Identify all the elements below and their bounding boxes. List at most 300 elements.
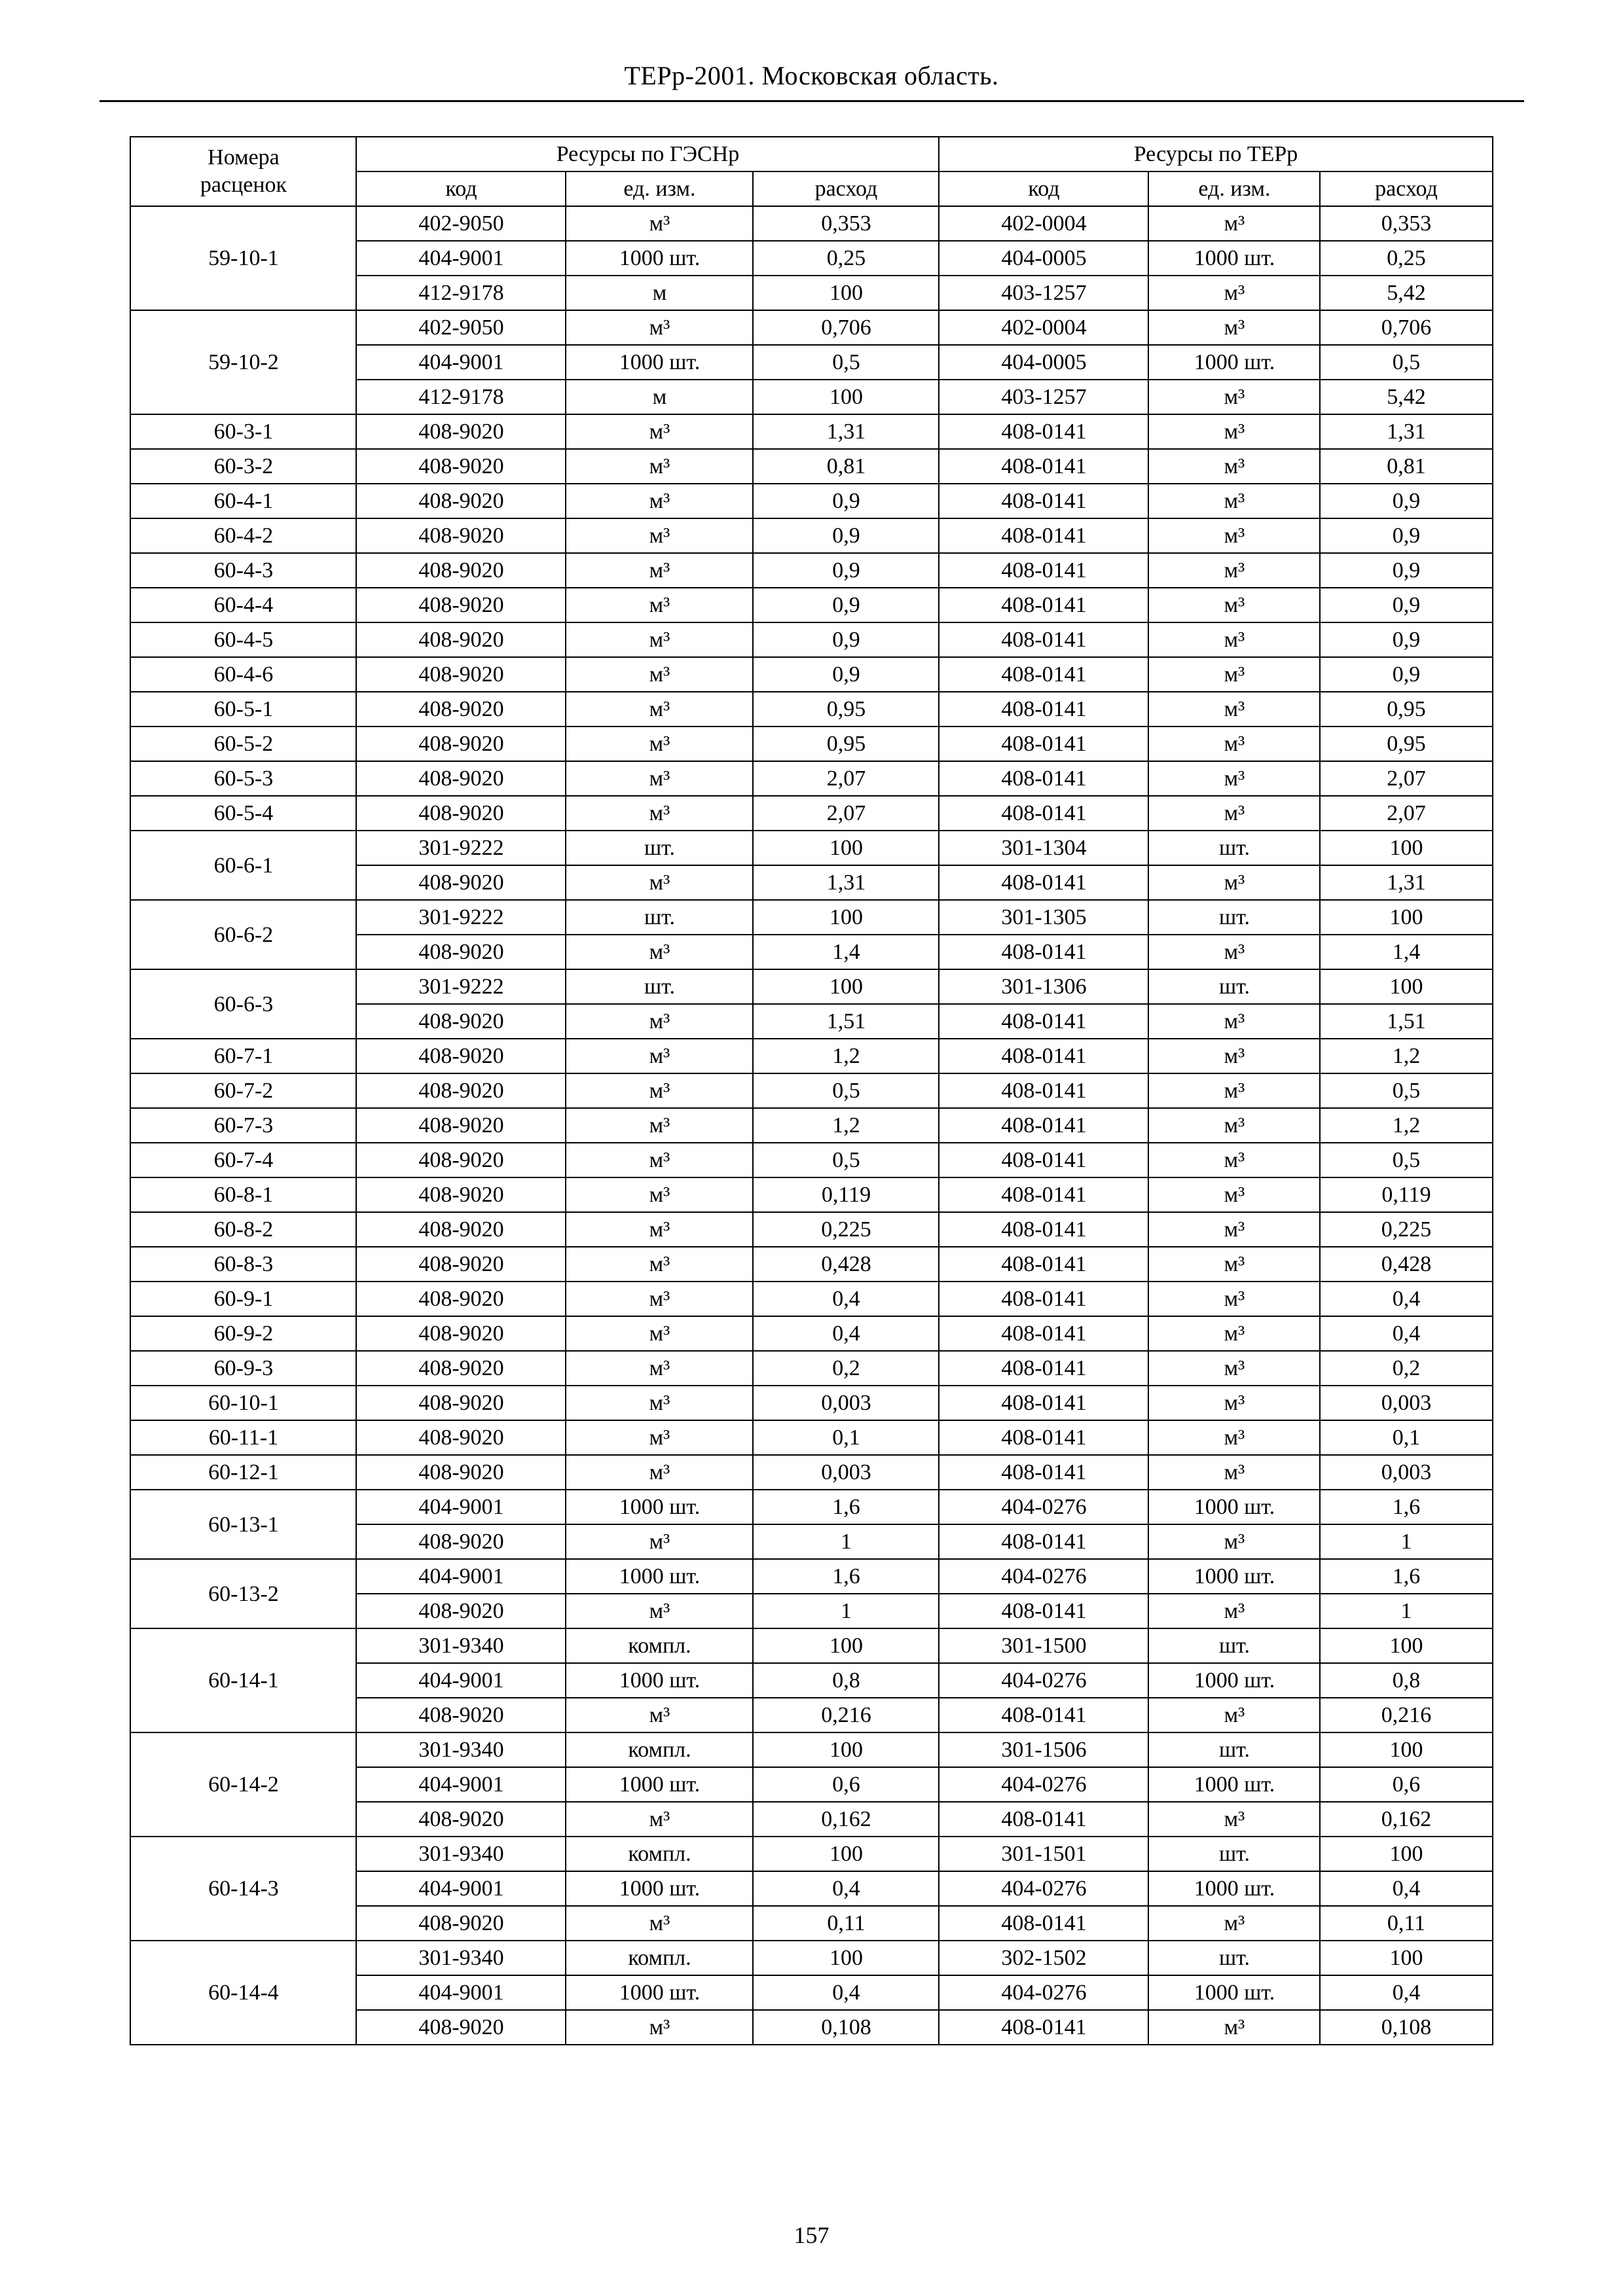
gesn-code-cell: 408-9020 [356,553,566,588]
gesn-unit-cell: м³ [566,414,753,449]
table-row [130,657,1492,692]
gesn-code-cell: 408-9020 [356,622,566,657]
terr-unit-cell: м³ [1148,1420,1320,1455]
table-row [130,1282,1492,1316]
table-row [130,692,1492,726]
rate-number-cell: 60-5-4 [130,796,356,831]
table-row [130,1039,1492,1073]
terr-code-cell: 404-0276 [939,1559,1148,1594]
terr-unit-cell: м³ [1148,1108,1320,1143]
table-row [130,1073,1492,1108]
terr-unit-cell: шт. [1148,1732,1320,1767]
gesn-consumption-cell: 100 [753,900,939,935]
terr-unit-cell: 1000 шт. [1148,1767,1320,1802]
terr-code-cell: 408-0141 [939,1594,1148,1628]
table-row [130,310,1492,345]
table-row [130,969,1492,1004]
terr-code-cell: 301-1305 [939,900,1148,935]
terr-code-cell: 408-0141 [939,1108,1148,1143]
gesn-unit-cell: м³ [566,1698,753,1732]
table-row [130,1490,1492,1524]
terr-code-cell: 408-0141 [939,1524,1148,1559]
gesn-unit-cell: м³ [566,1073,753,1108]
gesn-unit-cell: 1000 шт. [566,1975,753,2010]
terr-consumption-cell: 0,4 [1320,1975,1492,2010]
terr-code-cell: 404-0276 [939,1871,1148,1906]
table-row [130,1386,1492,1420]
terr-consumption-cell: 0,9 [1320,622,1492,657]
table-row [130,518,1492,553]
gesn-unit-cell: м³ [566,553,753,588]
gesn-unit-cell: м³ [566,761,753,796]
table-row [130,831,1492,865]
gesn-consumption-cell: 0,9 [753,484,939,518]
terr-code-cell: 408-0141 [939,1073,1148,1108]
gesn-unit-cell: шт. [566,831,753,865]
rate-number-cell: 60-5-3 [130,761,356,796]
terr-unit-cell: м³ [1148,310,1320,345]
gesn-consumption-cell: 0,1 [753,1420,939,1455]
terr-code-cell: 408-0141 [939,1455,1148,1490]
table-row [130,1247,1492,1282]
gesn-code-cell: 408-9020 [356,692,566,726]
gesn-code-cell: 402-9050 [356,310,566,345]
gesn-unit-cell: м³ [566,1386,753,1420]
gesn-consumption-cell: 100 [753,276,939,310]
terr-consumption-cell: 100 [1320,831,1492,865]
gesn-unit-cell: м³ [566,1594,753,1628]
gesn-unit-cell: м³ [566,657,753,692]
col-header-rate-numbers [130,137,356,206]
gesn-unit-cell: 1000 шт. [566,1663,753,1698]
table-row [130,449,1492,484]
gesn-unit-cell: м³ [566,692,753,726]
terr-unit-cell: м³ [1148,588,1320,622]
terr-code-cell: 408-0141 [939,692,1148,726]
terr-consumption-cell: 0,9 [1320,553,1492,588]
gesn-code-cell: 408-9020 [356,1108,566,1143]
gesn-code-cell: 408-9020 [356,2010,566,2045]
terr-unit-cell: шт. [1148,969,1320,1004]
gesn-code-cell: 408-9020 [356,1177,566,1212]
terr-consumption-cell: 100 [1320,1941,1492,1975]
gesn-unit-cell: 1000 шт. [566,345,753,380]
gesn-unit-cell: м³ [566,1039,753,1073]
gesn-code-cell: 408-9020 [356,588,566,622]
rate-number-cell: 60-14-3 [130,1837,356,1941]
terr-unit-cell: м³ [1148,1386,1320,1420]
terr-consumption-cell: 0,003 [1320,1455,1492,1490]
terr-unit-cell: м³ [1148,206,1320,241]
terr-unit-cell: м³ [1148,935,1320,969]
terr-consumption-cell: 0,162 [1320,1802,1492,1837]
terr-code-cell: 404-0005 [939,345,1148,380]
rate-number-cell: 60-6-1 [130,831,356,900]
gesn-unit-cell: м³ [566,1455,753,1490]
gesn-consumption-cell: 1,2 [753,1039,939,1073]
terr-code-cell: 408-0141 [939,1316,1148,1351]
terr-consumption-cell: 0,003 [1320,1386,1492,1420]
gesn-unit-cell: м³ [566,588,753,622]
terr-unit-cell: 1000 шт. [1148,241,1320,276]
terr-consumption-cell: 0,108 [1320,2010,1492,2045]
terr-consumption-cell: 0,5 [1320,1143,1492,1177]
table-row [130,796,1492,831]
rate-number-cell: 59-10-2 [130,310,356,414]
header-rule [100,100,1524,102]
gesn-code-cell: 301-9340 [356,1628,566,1663]
terr-consumption-cell: 0,5 [1320,1073,1492,1108]
gesn-unit-cell: м³ [566,518,753,553]
gesn-unit-cell: м³ [566,449,753,484]
terr-consumption-cell: 0,6 [1320,1767,1492,1802]
table-header-row-groups [130,137,1492,171]
terr-consumption-cell: 0,11 [1320,1906,1492,1941]
terr-code-cell: 408-0141 [939,1247,1148,1282]
gesn-code-cell: 404-9001 [356,1490,566,1524]
table-row [130,900,1492,935]
terr-consumption-cell: 0,216 [1320,1698,1492,1732]
terr-code-cell: 408-0141 [939,2010,1148,2045]
col-header-gesn-consumption: расход [753,171,939,206]
terr-unit-cell: м³ [1148,414,1320,449]
gesn-consumption-cell: 0,81 [753,449,939,484]
terr-unit-cell: м³ [1148,449,1320,484]
gesn-code-cell: 408-9020 [356,1282,566,1316]
gesn-consumption-cell: 1,2 [753,1108,939,1143]
terr-consumption-cell: 1,6 [1320,1559,1492,1594]
col-header-terr-code: код [939,171,1148,206]
gesn-unit-cell: м³ [566,1420,753,1455]
page-number: 157 [793,2222,830,2248]
col-header-rate-numbers-label: Номера расценок [200,145,287,197]
terr-consumption-cell: 100 [1320,1837,1492,1871]
terr-unit-cell: 1000 шт. [1148,1871,1320,1906]
terr-code-cell: 408-0141 [939,622,1148,657]
terr-unit-cell: м³ [1148,1212,1320,1247]
gesn-consumption-cell: 0,95 [753,692,939,726]
terr-code-cell: 404-0276 [939,1490,1148,1524]
gesn-unit-cell: 1000 шт. [566,241,753,276]
terr-code-cell: 402-0004 [939,310,1148,345]
terr-consumption-cell: 0,428 [1320,1247,1492,1282]
terr-consumption-cell: 0,9 [1320,588,1492,622]
gesn-consumption-cell: 0,108 [753,2010,939,2045]
rate-number-cell: 60-10-1 [130,1386,356,1420]
terr-unit-cell: м³ [1148,518,1320,553]
terr-consumption-cell: 0,353 [1320,206,1492,241]
gesn-consumption-cell: 100 [753,969,939,1004]
terr-unit-cell: м³ [1148,1802,1320,1837]
gesn-unit-cell: м³ [566,1524,753,1559]
gesn-code-cell: 301-9222 [356,900,566,935]
rate-number-cell: 60-14-2 [130,1732,356,1837]
rate-number-cell: 60-4-5 [130,622,356,657]
terr-unit-cell: 1000 шт. [1148,1490,1320,1524]
terr-unit-cell: шт. [1148,1837,1320,1871]
gesn-unit-cell: м³ [566,865,753,900]
gesn-unit-cell: компл. [566,1628,753,1663]
gesn-unit-cell: м³ [566,1282,753,1316]
terr-consumption-cell: 1,6 [1320,1490,1492,1524]
col-group-terr: Ресурсы по ТЕРр [939,137,1492,171]
gesn-code-cell: 408-9020 [356,1247,566,1282]
gesn-unit-cell: м [566,380,753,414]
gesn-consumption-cell: 1,31 [753,414,939,449]
table-row [130,1628,1492,1663]
terr-code-cell: 408-0141 [939,1177,1148,1212]
terr-unit-cell: м³ [1148,726,1320,761]
terr-code-cell: 408-0141 [939,414,1148,449]
gesn-consumption-cell: 0,6 [753,1767,939,1802]
gesn-code-cell: 408-9020 [356,1143,566,1177]
terr-code-cell: 408-0141 [939,588,1148,622]
gesn-code-cell: 412-9178 [356,380,566,414]
terr-consumption-cell: 1,31 [1320,865,1492,900]
table-body [130,206,1492,2045]
rate-number-cell: 60-12-1 [130,1455,356,1490]
gesn-unit-cell: м³ [566,1802,753,1837]
gesn-unit-cell: компл. [566,1732,753,1767]
terr-unit-cell: шт. [1148,1628,1320,1663]
terr-consumption-cell: 2,07 [1320,796,1492,831]
gesn-code-cell: 301-9340 [356,1732,566,1767]
terr-consumption-cell: 0,4 [1320,1316,1492,1351]
terr-code-cell: 301-1304 [939,831,1148,865]
gesn-unit-cell: м³ [566,1004,753,1039]
terr-consumption-cell: 0,9 [1320,484,1492,518]
terr-consumption-cell: 1 [1320,1524,1492,1559]
terr-unit-cell: м³ [1148,1351,1320,1386]
table-row [130,553,1492,588]
gesn-unit-cell: шт. [566,969,753,1004]
terr-consumption-cell: 0,119 [1320,1177,1492,1212]
terr-code-cell: 408-0141 [939,726,1148,761]
terr-unit-cell: м³ [1148,553,1320,588]
gesn-unit-cell: м [566,276,753,310]
gesn-unit-cell: м³ [566,1906,753,1941]
table-row [130,206,1492,241]
gesn-consumption-cell: 1 [753,1524,939,1559]
gesn-consumption-cell: 100 [753,1837,939,1871]
terr-code-cell: 408-0141 [939,1004,1148,1039]
gesn-code-cell: 408-9020 [356,935,566,969]
terr-unit-cell: м³ [1148,761,1320,796]
terr-code-cell: 301-1500 [939,1628,1148,1663]
terr-unit-cell: м³ [1148,1177,1320,1212]
rate-number-cell: 60-6-2 [130,900,356,969]
terr-code-cell: 408-0141 [939,1212,1148,1247]
rate-number-cell: 60-4-1 [130,484,356,518]
gesn-consumption-cell: 0,5 [753,345,939,380]
table-row [130,1108,1492,1143]
gesn-code-cell: 408-9020 [356,1316,566,1351]
gesn-consumption-cell: 1,6 [753,1559,939,1594]
terr-unit-cell: м³ [1148,1316,1320,1351]
rate-number-cell: 59-10-1 [130,206,356,310]
gesn-code-cell: 408-9020 [356,1698,566,1732]
gesn-consumption-cell: 100 [753,1732,939,1767]
gesn-consumption-cell: 0,706 [753,310,939,345]
terr-consumption-cell: 100 [1320,900,1492,935]
table-row [130,1316,1492,1351]
table-row [130,1177,1492,1212]
table-row [130,414,1492,449]
gesn-unit-cell: м³ [566,622,753,657]
gesn-consumption-cell: 2,07 [753,761,939,796]
gesn-unit-cell: компл. [566,1837,753,1871]
gesn-consumption-cell: 2,07 [753,796,939,831]
rate-number-cell: 60-7-3 [130,1108,356,1143]
gesn-consumption-cell: 0,5 [753,1073,939,1108]
terr-unit-cell: м³ [1148,1906,1320,1941]
rate-number-cell: 60-13-1 [130,1490,356,1559]
gesn-code-cell: 301-9222 [356,831,566,865]
terr-unit-cell: м³ [1148,1073,1320,1108]
terr-unit-cell: м³ [1148,692,1320,726]
gesn-consumption-cell: 0,9 [753,553,939,588]
terr-code-cell: 403-1257 [939,276,1148,310]
gesn-consumption-cell: 0,4 [753,1316,939,1351]
table-row [130,1941,1492,1975]
gesn-code-cell: 408-9020 [356,1455,566,1490]
gesn-code-cell: 408-9020 [356,1351,566,1386]
terr-unit-cell: м³ [1148,1594,1320,1628]
rate-number-cell: 60-8-1 [130,1177,356,1212]
terr-consumption-cell: 0,9 [1320,518,1492,553]
gesn-code-cell: 301-9222 [356,969,566,1004]
terr-consumption-cell: 1,4 [1320,935,1492,969]
terr-code-cell: 408-0141 [939,518,1148,553]
terr-code-cell: 408-0141 [939,1698,1148,1732]
gesn-code-cell: 404-9001 [356,1975,566,2010]
terr-code-cell: 408-0141 [939,553,1148,588]
terr-code-cell: 404-0005 [939,241,1148,276]
rate-number-cell: 60-6-3 [130,969,356,1039]
rate-number-cell: 60-8-2 [130,1212,356,1247]
gesn-code-cell: 408-9020 [356,1802,566,1837]
gesn-consumption-cell: 0,4 [753,1975,939,2010]
gesn-consumption-cell: 0,4 [753,1871,939,1906]
terr-unit-cell: м³ [1148,1039,1320,1073]
gesn-unit-cell: м³ [566,796,753,831]
terr-code-cell: 408-0141 [939,865,1148,900]
terr-code-cell: 408-0141 [939,1906,1148,1941]
terr-consumption-cell: 0,4 [1320,1282,1492,1316]
terr-consumption-cell: 0,706 [1320,310,1492,345]
table-header [130,137,1492,206]
gesn-consumption-cell: 0,4 [753,1282,939,1316]
gesn-unit-cell: м³ [566,310,753,345]
gesn-consumption-cell: 0,5 [753,1143,939,1177]
table-row [130,1143,1492,1177]
terr-unit-cell: шт. [1148,900,1320,935]
terr-unit-cell: м³ [1148,796,1320,831]
terr-unit-cell: м³ [1148,2010,1320,2045]
terr-unit-cell: 1000 шт. [1148,1663,1320,1698]
terr-consumption-cell: 0,4 [1320,1871,1492,1906]
gesn-code-cell: 408-9020 [356,657,566,692]
terr-code-cell: 408-0141 [939,449,1148,484]
rate-number-cell: 60-4-3 [130,553,356,588]
gesn-unit-cell: м³ [566,2010,753,2045]
rate-number-cell: 60-7-4 [130,1143,356,1177]
terr-unit-cell: м³ [1148,1524,1320,1559]
terr-consumption-cell: 5,42 [1320,380,1492,414]
terr-consumption-cell: 0,9 [1320,657,1492,692]
table-row [130,1351,1492,1386]
gesn-code-cell: 408-9020 [356,1073,566,1108]
gesn-code-cell: 408-9020 [356,1594,566,1628]
gesn-code-cell: 404-9001 [356,1663,566,1698]
terr-code-cell: 408-0141 [939,1386,1148,1420]
terr-consumption-cell: 0,81 [1320,449,1492,484]
gesn-consumption-cell: 0,225 [753,1212,939,1247]
gesn-code-cell: 404-9001 [356,345,566,380]
gesn-code-cell: 301-9340 [356,1941,566,1975]
terr-consumption-cell: 1,2 [1320,1039,1492,1073]
terr-code-cell: 408-0141 [939,935,1148,969]
terr-code-cell: 408-0141 [939,1420,1148,1455]
gesn-consumption-cell: 0,25 [753,241,939,276]
table-row [130,1455,1492,1490]
gesn-code-cell: 408-9020 [356,761,566,796]
terr-code-cell: 408-0141 [939,657,1148,692]
col-header-terr-unit: ед. изм. [1148,171,1320,206]
table-row [130,761,1492,796]
gesn-consumption-cell: 0,9 [753,518,939,553]
terr-code-cell: 408-0141 [939,1039,1148,1073]
gesn-consumption-cell: 1,31 [753,865,939,900]
gesn-consumption-cell: 0,9 [753,622,939,657]
gesn-consumption-cell: 0,9 [753,657,939,692]
gesn-code-cell: 408-9020 [356,518,566,553]
table-row [130,1732,1492,1767]
terr-unit-cell: м³ [1148,1247,1320,1282]
document-title: ТЕРр-2001. Московская область. [624,61,999,90]
gesn-code-cell: 404-9001 [356,241,566,276]
rate-number-cell: 60-9-1 [130,1282,356,1316]
terr-unit-cell: 1000 шт. [1148,1975,1320,2010]
rate-number-cell: 60-14-1 [130,1628,356,1732]
terr-code-cell: 301-1506 [939,1732,1148,1767]
gesn-consumption-cell: 0,119 [753,1177,939,1212]
terr-code-cell: 404-0276 [939,1767,1148,1802]
gesn-code-cell: 408-9020 [356,1039,566,1073]
rate-number-cell: 60-5-1 [130,692,356,726]
gesn-unit-cell: 1000 шт. [566,1490,753,1524]
gesn-code-cell: 402-9050 [356,206,566,241]
gesn-code-cell: 408-9020 [356,1524,566,1559]
gesn-unit-cell: м³ [566,726,753,761]
terr-unit-cell: м³ [1148,484,1320,518]
gesn-consumption-cell: 0,8 [753,1663,939,1698]
gesn-consumption-cell: 0,95 [753,726,939,761]
rate-number-cell: 60-14-4 [130,1941,356,2045]
terr-consumption-cell: 1 [1320,1594,1492,1628]
table-row [130,1837,1492,1871]
gesn-code-cell: 408-9020 [356,1906,566,1941]
terr-consumption-cell: 100 [1320,1732,1492,1767]
terr-code-cell: 408-0141 [939,796,1148,831]
gesn-consumption-cell: 100 [753,380,939,414]
rate-number-cell: 60-13-2 [130,1559,356,1628]
rate-number-cell: 60-4-6 [130,657,356,692]
terr-unit-cell: м³ [1148,1282,1320,1316]
gesn-consumption-cell: 0,216 [753,1698,939,1732]
gesn-code-cell: 404-9001 [356,1559,566,1594]
terr-code-cell: 302-1502 [939,1941,1148,1975]
